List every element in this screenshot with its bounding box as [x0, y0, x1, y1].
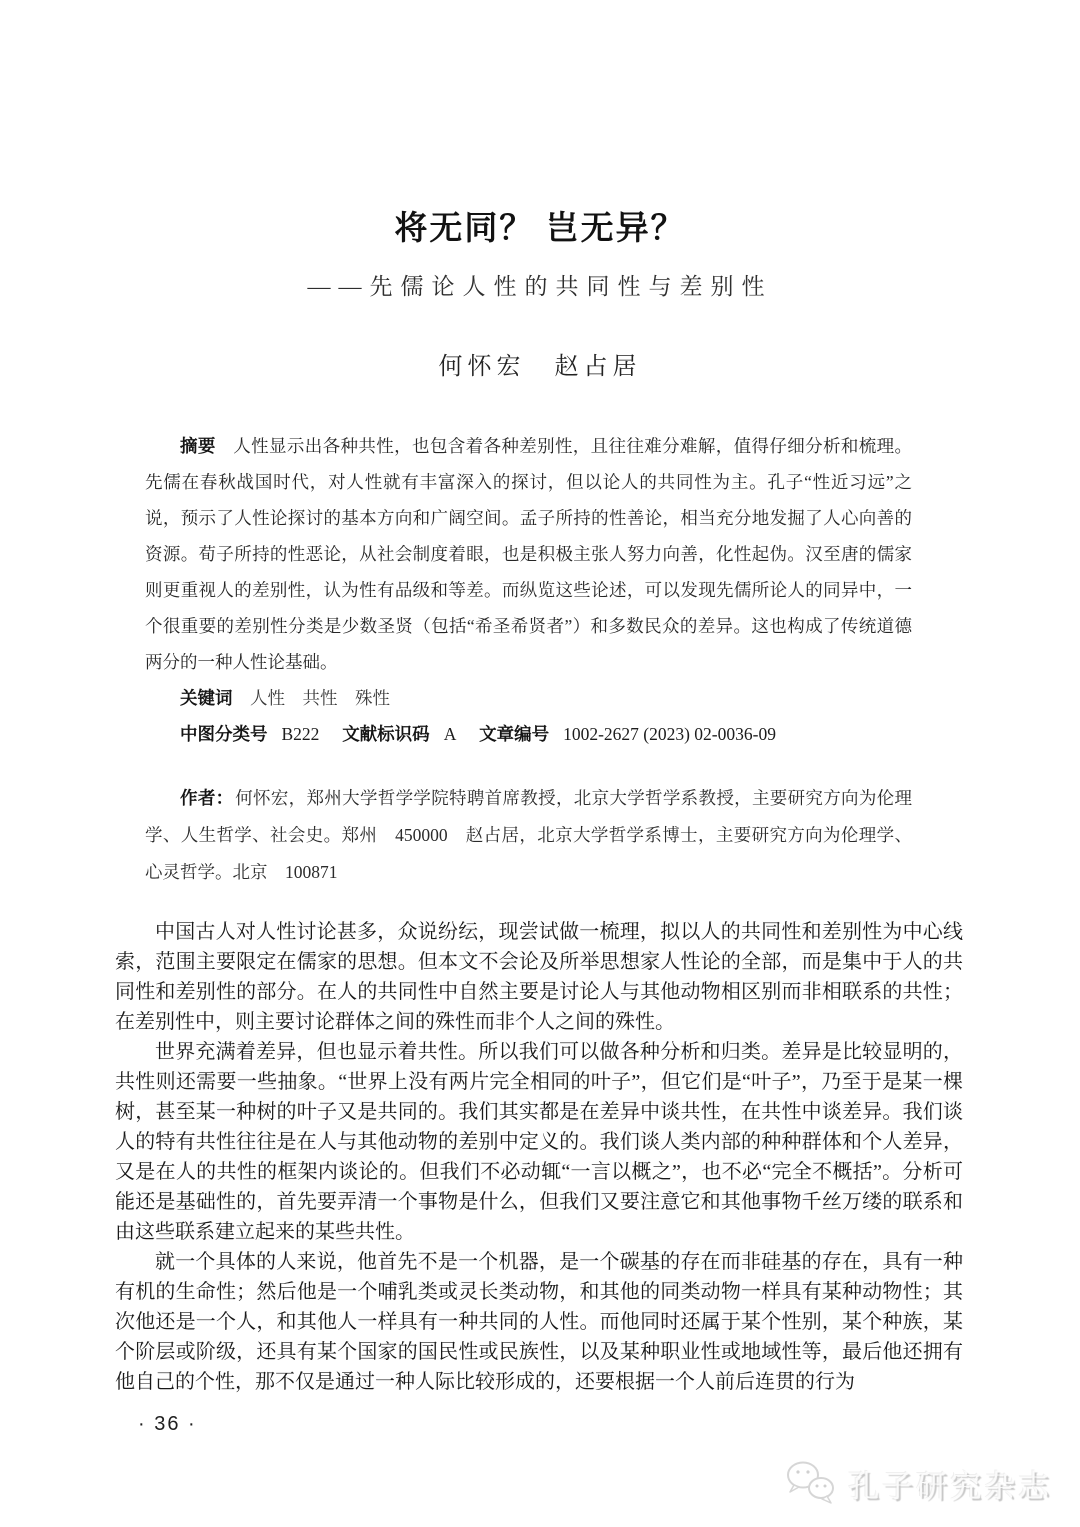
article-no-label: 文章编号 [479, 724, 550, 744]
doc-code-value: A [443, 724, 457, 744]
body-paragraph-1: 中国古人对人性讨论甚多，众说纷纭，现尝试做一梳理，拟以人的共同性和差别性为中心线索，范围主要限定在儒家的思想。但本文不会论及所举思想家人性论的全部，而是集中于人的共同性和差别性的部分。在人的共同性中自然主要是讨论人与其他动物相区别而非相联系的共性；在差别性中，则主要讨论群体之间的殊性而非个人之间的殊性。 [115, 921, 963, 1033]
abstract-label: 摘要 [180, 436, 216, 456]
keywords-value: 人性 共性 殊性 [250, 688, 390, 708]
article-body [115, 917, 963, 1397]
journal-watermark [784, 1459, 1052, 1507]
article-title: 将无同？ 岂无异？ [394, 209, 686, 246]
article-authors: 何怀宏 赵占居 [438, 354, 642, 380]
clc-value: B222 [281, 724, 320, 744]
doc-code-label: 文献标识码 [342, 724, 430, 744]
body-paragraph-2: 世界充满着差异，但也显示着共性。所以我们可以做各种分析和归类。差异是比较显明的，共性则还需要一些抽象。“世界上没有两片完全相同的叶子”，但它们是“叶子”，乃至于是某一棵树，甚至某一种树的叶子又是共同的。我们其实都是在差异中谈共性，在共性中谈差异。我们谈人的特有共性往往是在人与其他动物的差别中定义的。我们谈人类内部的种种群体和个人差异，又是在人的共性的框架内谈论的。但我们不必动辄“一言以概之”，也不必“完全不概括”。分析可能还是基础性的，首先要弄清一个事物是什么，但我们又要注意它和其他事物千丝万缕的联系和由这些联系建立起来的某些共性。 [115, 1041, 963, 1243]
watermark-journal-name: 孔子研究杂志 [848, 1468, 1052, 1504]
author-bio-paragraph [145, 780, 912, 891]
abstract-paragraph [145, 428, 912, 680]
page-number: · 36 · [138, 1413, 197, 1435]
classification-row [145, 716, 912, 752]
article-subtitle: ——先儒论人性的共同性与差别性 [307, 274, 773, 299]
keywords-row [145, 680, 912, 716]
abstract-text: 人性显示出各种共性，也包含着各种差别性，且往往难分难解，值得仔细分析和梳理。先儒在春秋战国时代，对人性就有丰富深入的探讨，但以论人的共同性为主。孔子“性近习远”之说，预示了人性论探讨的基本方向和广阔空间。孟子所持的性善论，相当充分地发掘了人心向善的资源。荀子所持的性恶论，从社会制度着眼，也是积极主张人努力向善，化性起伪。汉至唐的儒家则更重视人的差别性，认为性有品级和等差。而纵览这些论述，可以发现先儒所论人的同异中，一个很重要的差别性分类是少数圣贤（包括“希圣希贤者”）和多数民众的差异。这也构成了传统道德两分的一种人性论基础。 [145, 436, 913, 672]
clc-label: 中图分类号 [180, 724, 268, 744]
keywords-label: 关键词 [180, 688, 233, 708]
author-bio-label: 作者： [180, 788, 234, 808]
body-paragraph-3: 就一个具体的人来说，他首先不是一个机器，是一个碳基的存在而非硅基的存在，具有一种有机的生命性；然后他是一个哺乳类或灵长类动物，和其他的同类动物一样具有某种动物性；其次他还是一个人，和其他人一样具有一种共同的人性。而他同时还属于某个性别，某个种族，某个阶层或阶级，还具有某个国家的国民性或民族性，以及某种职业性或地域性等，最后他还拥有他自己的个性，那不仅是通过一种人际比较形成的，还要根据一个人前后连贯的行为 [115, 1251, 963, 1393]
article-meta-block [145, 428, 912, 891]
article-no-value: 1002-2627 (2023) 02-0036-09 [563, 724, 776, 744]
wechat-icon [784, 1459, 838, 1507]
author-bio-text: 何怀宏，郑州大学哲学学院特聘首席教授，北京大学哲学系教授，主要研究方向为伦理学、人生哲学、社会史。郑州 450000 赵占居，北京大学哲学系博士，主要研究方向为伦理学、心灵哲学。北京 100871 [145, 788, 913, 882]
